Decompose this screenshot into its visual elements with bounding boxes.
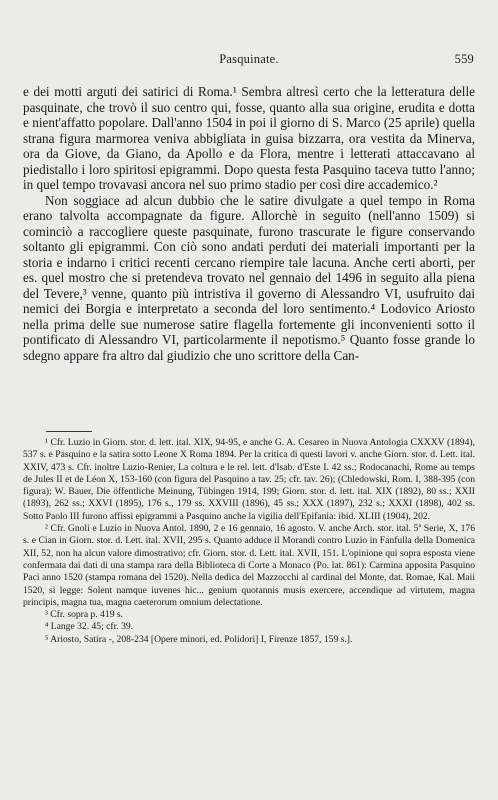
running-title: Pasquinate.	[219, 52, 279, 66]
footnote-rule	[46, 431, 92, 432]
footnotes	[23, 437, 475, 646]
body-paragraph: e dei motti arguti dei satirici di Roma.¹ Sembra altresì certo che la letteratura delle pasquinate, che trovò il suo centro qui, fosse, quanto alla sua origine, erudita e dotta e nient'affatto popolare. Dall'anno 1504 in poi il giorno di S. Marco (25 aprile) quella strana figura marmorea veniva abbigliata in guisa bizzarra, ora vestita da Minerva, ora da Giove, da Giano, da Apollo e da Flora, mentre i letterati attaccavano al piedistallo i loro spiritosi epigrammi. Dopo questa festa Pasquino taceva tutto l'anno; in quel tempo trovavasi ancora nel suo primo stadio per così dire accademico.²	[23, 84, 475, 192]
running-header	[24, 52, 474, 72]
page-number: 559	[454, 52, 474, 66]
body-paragraph: Non soggiace ad alcun dubbio che le satire divulgate a quel tempo in Roma erano talvolta accompagnate da figure. Allorchè in seguito (nell'anno 1509) si cominciò a raccogliere queste pasquinate, furono trascurate le figure conservando soltanto gli epigrammi. Con ciò sono andati perduti dei materiali importanti per la storia e indarno i critici recenti cercano riempire tale lacuna. Anche certi aborti, per es. quel mostro che si pretendeva trovato nel gennaio del 1496 in seguito alla piena del Tevere,³ venne, quanto più intristiva il governo di Alessandro VI, usufruito dai nemici dei Borgia e interpretato a seconda del loro sentimento.⁴ Lodovico Ariosto nella prima delle sue numerose satire flagella fortemente gli inconvenienti sotto il pontificato di Alessandro VI, particolarmente il nepotismo.⁵ Quanto fosse grande lo sdegno appare fra altro dal giudizio che uno scrittore della Can-	[23, 192, 475, 363]
footnote: ⁴ Lange 32. 45; cfr. 39.	[45, 621, 134, 633]
footnote: ⁵ Ariosto, Satira -, 208-234 [Opere minori, ed. Polidori] I, Firenze 1857, 159 s.].	[45, 633, 353, 645]
footnote: ¹ Cfr. Luzio in Giorn. stor. d. lett. ital. XIX, 94-95, e anche G. A. Cesareo in Nuova Antologia CXXXV (1894), 537 s. e Pasquino e la satira sotto Leone X Roma 1894. Per la critica di questi lavori v. anche Giorn. stor. d. Lett. ital. XXIV, 473 s. Cfr. inoltre Luzio-Renier, La coltura e le rel. lett. d'Isab. d'Este I. 42 ss.; Rodocanachi, Rome au temps de Jules II et de Léon X, 153-160 (con figura del Pasquino a tav. 25; cfr. tav. 26); (Chledowski, Rom. I, 388-395 (con figura); W. Bauer, Die öffentliche Meinung, Tübingen 1914, 199; Giorn. stor. d. lett. ital. XIX (1892), 80 ss.; XXII (1893), 262 ss.; XXVI (1895), 176 s., 179 ss. XXVIII (1896), 45 ss.; XXX (1897), 232 s.; XXXI (1898), 402 ss. Sotto Paolo III furono affissi epigrammi a Pasquino anche la vigilia dell'Epifania: ibid. XLIII (1904), 202.	[23, 437, 475, 522]
footnote: ² Cfr. Gnoli e Luzio in Nuova Antol. 1890, 2 e 16 gennaio, 16 agosto. V. anche Arch. stor. ital. 5ª Serie, X, 176 s. e Cian in Giorn. stor. d. Lett. ital. XVII, 295 s. Quanto adduce il Morandi contro Luzio in Fanfulla della Domenica XII, 52, non ha alcun valore dimostrativo; cfr. Giorn. stor. d. Lett. ital. XVII, 151. L'opinione qui sopra esposta viene confermata dai dati di una stampa rara della Biblioteca di Corte a Monaco (Po. lat. 861): Carmina apposita Pasquino Paci anno 1520 (stampa romana del 1520). Nella dedica del Mazzocchi al cardinal del Monte, dat. Romae, Kal. Maii 1520, si legge: Solent namque iuvenes hic... genium quotannis musis exercere, accendique ad virtutem, magna principis, magna tua, magna caeterorum omnium delectatione.	[23, 523, 475, 608]
footnote: ³ Cfr. sopra p. 419 s.	[45, 609, 124, 621]
main-text	[23, 84, 475, 363]
